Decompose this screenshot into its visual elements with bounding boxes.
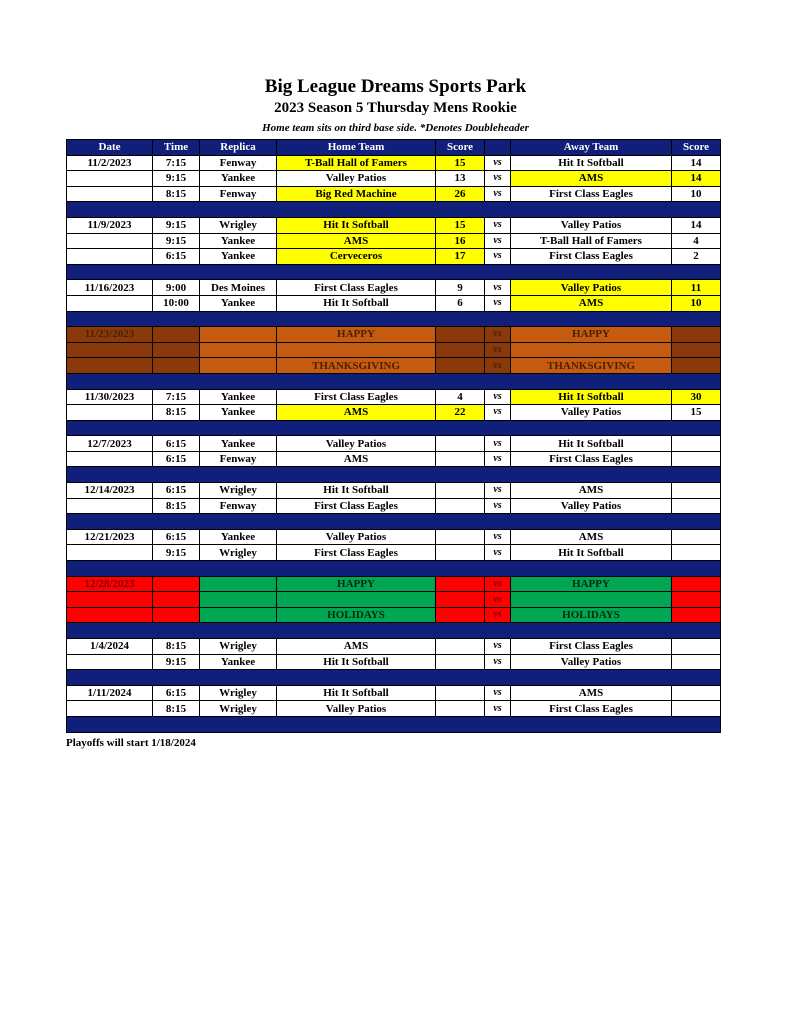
table-row [67, 233, 721, 249]
schedule-table [66, 139, 721, 733]
time-cell: 8:15 [153, 701, 200, 717]
home-score-cell [436, 436, 485, 452]
table-row [67, 654, 721, 670]
col-date: Date [67, 140, 153, 156]
week-separator [67, 623, 721, 639]
date-cell: 11/9/2023 [67, 217, 153, 233]
thanksgiving-happy-away: HAPPY [511, 327, 672, 343]
time-cell: 6:15 [153, 529, 200, 545]
away-team-cell: Valley Patios [511, 498, 672, 514]
replica-cell: Yankee [200, 654, 277, 670]
away-team-cell: First Class Eagles [511, 639, 672, 655]
table-row [67, 498, 721, 514]
time-cell: 6:15 [153, 483, 200, 499]
replica-cell: Wrigley [200, 639, 277, 655]
thanksgiving-happy-home: HAPPY [277, 327, 436, 343]
time-cell: 6:15 [153, 685, 200, 701]
home-score-cell [436, 545, 485, 561]
home-team-cell: Valley Patios [277, 171, 436, 187]
away-team-cell: Valley Patios [511, 217, 672, 233]
vs-cell: vs [485, 498, 511, 514]
week-separator [67, 202, 721, 218]
date-cell: 12/21/2023 [67, 529, 153, 545]
away-score-cell [672, 685, 721, 701]
replica-cell: Wrigley [200, 483, 277, 499]
replica-cell: Yankee [200, 295, 277, 311]
time-cell: 8:15 [153, 639, 200, 655]
table-row [67, 405, 721, 421]
home-team-note: Home team sits on third base side. *Denotes Doubleheader [262, 122, 529, 134]
vs-cell: vs [485, 217, 511, 233]
date-cell: 12/28/2023 [67, 576, 153, 592]
date-cell [67, 701, 153, 717]
vs-cell: vs [485, 233, 511, 249]
table-row [67, 639, 721, 655]
away-score-cell: 14 [672, 171, 721, 187]
date-cell: 11/30/2023 [67, 389, 153, 405]
away-team-cell: Hit It Softball [511, 436, 672, 452]
away-score-cell: 10 [672, 295, 721, 311]
home-score-cell: 17 [436, 249, 485, 265]
date-cell [67, 295, 153, 311]
holidays-happy-home: HAPPY [277, 576, 436, 592]
time-cell: 9:15 [153, 654, 200, 670]
week-separator [67, 420, 721, 436]
home-team-cell: Valley Patios [277, 436, 436, 452]
holidays-label-away: HOLIDAYS [511, 607, 672, 623]
holidays-happy-away: HAPPY [511, 576, 672, 592]
table-row [67, 249, 721, 265]
date-cell [67, 249, 153, 265]
home-score-cell [436, 451, 485, 467]
away-score-cell: 11 [672, 280, 721, 296]
away-score-cell [672, 701, 721, 717]
time-cell: 8:15 [153, 498, 200, 514]
vs-cell: vs [485, 576, 511, 592]
away-team-cell: AMS [511, 529, 672, 545]
vs-cell: vs [485, 483, 511, 499]
holidays-label-home: HOLIDAYS [277, 607, 436, 623]
home-team-cell: First Class Eagles [277, 389, 436, 405]
away-team-cell: Hit It Softball [511, 389, 672, 405]
vs-cell: vs [485, 545, 511, 561]
col-replica: Replica [200, 140, 277, 156]
col-time: Time [153, 140, 200, 156]
vs-cell: vs [485, 529, 511, 545]
home-team-cell: Hit It Softball [277, 654, 436, 670]
time-cell: 7:15 [153, 155, 200, 171]
date-cell [67, 186, 153, 202]
time-cell: 9:00 [153, 280, 200, 296]
holidays-row [67, 576, 721, 592]
table-row [67, 217, 721, 233]
away-score-cell: 30 [672, 389, 721, 405]
date-cell [67, 451, 153, 467]
home-score-cell: 9 [436, 280, 485, 296]
vs-cell: vs [485, 295, 511, 311]
replica-cell: Yankee [200, 249, 277, 265]
week-separator [67, 561, 721, 577]
away-team-cell: Valley Patios [511, 280, 672, 296]
table-row [67, 701, 721, 717]
home-team-cell: Cerveceros [277, 249, 436, 265]
table-row [67, 389, 721, 405]
home-score-cell [436, 639, 485, 655]
home-score-cell [436, 498, 485, 514]
home-score-cell: 16 [436, 233, 485, 249]
date-cell [67, 545, 153, 561]
playoffs-note: Playoffs will start 1/18/2024 [66, 737, 196, 749]
header-row [67, 140, 721, 156]
replica-cell: Wrigley [200, 545, 277, 561]
time-cell: 8:15 [153, 186, 200, 202]
vs-cell: vs [485, 451, 511, 467]
page-title: Big League Dreams Sports Park [264, 76, 527, 97]
vs-cell: vs [485, 249, 511, 265]
thanksgiving-row [67, 342, 721, 358]
col-home-score: Score [436, 140, 485, 156]
vs-cell: vs [485, 592, 511, 608]
vs-cell: vs [485, 607, 511, 623]
holidays-row [67, 607, 721, 623]
replica-cell: Wrigley [200, 701, 277, 717]
time-cell: 8:15 [153, 405, 200, 421]
thanksgiving-label-away: THANKSGIVING [511, 358, 672, 374]
home-team-cell: First Class Eagles [277, 280, 436, 296]
date-cell [67, 498, 153, 514]
home-score-cell [436, 654, 485, 670]
replica-cell: Des Moines [200, 280, 277, 296]
table-row [67, 280, 721, 296]
home-team-cell: Big Red Machine [277, 186, 436, 202]
away-score-cell: 10 [672, 186, 721, 202]
date-cell [67, 654, 153, 670]
away-team-cell: First Class Eagles [511, 701, 672, 717]
table-row [67, 171, 721, 187]
home-team-cell: Valley Patios [277, 701, 436, 717]
time-cell: 6:15 [153, 436, 200, 452]
vs-cell: vs [485, 701, 511, 717]
away-team-cell: AMS [511, 295, 672, 311]
away-score-cell: 14 [672, 155, 721, 171]
table-row [67, 436, 721, 452]
away-score-cell [672, 654, 721, 670]
away-team-cell: Hit It Softball [511, 545, 672, 561]
thanksgiving-label-home: THANKSGIVING [277, 358, 436, 374]
col-away-score: Score [672, 140, 721, 156]
away-team-cell: Valley Patios [511, 405, 672, 421]
replica-cell: Wrigley [200, 217, 277, 233]
week-separator [67, 467, 721, 483]
replica-cell: Fenway [200, 451, 277, 467]
vs-cell: vs [485, 327, 511, 343]
away-score-cell [672, 529, 721, 545]
date-cell: 12/7/2023 [67, 436, 153, 452]
date-cell: 11/23/2023 [67, 327, 153, 343]
away-team-cell: AMS [511, 171, 672, 187]
away-score-cell [672, 436, 721, 452]
vs-cell: vs [485, 436, 511, 452]
home-team-cell: AMS [277, 405, 436, 421]
date-cell [67, 405, 153, 421]
col-vs [485, 140, 511, 156]
date-cell: 11/2/2023 [67, 155, 153, 171]
home-team-cell: First Class Eagles [277, 545, 436, 561]
vs-cell: vs [485, 639, 511, 655]
vs-cell: vs [485, 389, 511, 405]
away-score-cell: 14 [672, 217, 721, 233]
table-row [67, 451, 721, 467]
replica-cell: Fenway [200, 155, 277, 171]
vs-cell: vs [485, 685, 511, 701]
table-row [67, 155, 721, 171]
time-cell: 10:00 [153, 295, 200, 311]
table-row [67, 685, 721, 701]
week-separator [67, 716, 721, 732]
home-score-cell: 22 [436, 405, 485, 421]
week-separator [67, 311, 721, 327]
vs-cell: vs [485, 654, 511, 670]
replica-cell: Yankee [200, 233, 277, 249]
replica-cell: Yankee [200, 389, 277, 405]
holidays-row [67, 592, 721, 608]
week-separator [67, 514, 721, 530]
vs-cell: vs [485, 280, 511, 296]
away-score-cell [672, 545, 721, 561]
home-team-cell: First Class Eagles [277, 498, 436, 514]
home-score-cell: 15 [436, 217, 485, 233]
replica-cell: Yankee [200, 529, 277, 545]
away-team-cell: T-Ball Hall of Famers [511, 233, 672, 249]
vs-cell: vs [485, 405, 511, 421]
time-cell: 6:15 [153, 249, 200, 265]
replica-cell: Yankee [200, 436, 277, 452]
home-score-cell: 13 [436, 171, 485, 187]
time-cell: 6:15 [153, 451, 200, 467]
away-team-cell: AMS [511, 483, 672, 499]
time-cell: 9:15 [153, 217, 200, 233]
date-cell: 11/16/2023 [67, 280, 153, 296]
home-score-cell [436, 685, 485, 701]
table-row [67, 295, 721, 311]
home-score-cell: 6 [436, 295, 485, 311]
away-score-cell: 15 [672, 405, 721, 421]
thanksgiving-row [67, 358, 721, 374]
vs-cell: vs [485, 171, 511, 187]
page-subtitle: 2023 Season 5 Thursday Mens Rookie [274, 100, 517, 116]
time-cell: 9:15 [153, 545, 200, 561]
replica-cell: Yankee [200, 171, 277, 187]
home-score-cell [436, 529, 485, 545]
time-cell: 9:15 [153, 233, 200, 249]
replica-cell: Fenway [200, 498, 277, 514]
week-separator [67, 373, 721, 389]
date-cell: 1/4/2024 [67, 639, 153, 655]
away-score-cell [672, 498, 721, 514]
away-score-cell [672, 483, 721, 499]
table-row [67, 545, 721, 561]
col-home-team: Home Team [277, 140, 436, 156]
home-score-cell: 26 [436, 186, 485, 202]
away-team-cell: First Class Eagles [511, 249, 672, 265]
replica-cell: Yankee [200, 405, 277, 421]
replica-cell: Fenway [200, 186, 277, 202]
table-row [67, 186, 721, 202]
away-team-cell: Hit It Softball [511, 155, 672, 171]
home-team-cell: Hit It Softball [277, 295, 436, 311]
col-away-team: Away Team [511, 140, 672, 156]
date-cell [67, 171, 153, 187]
away-score-cell: 2 [672, 249, 721, 265]
home-team-cell: AMS [277, 233, 436, 249]
replica-cell: Wrigley [200, 685, 277, 701]
home-team-cell: T-Ball Hall of Famers [277, 155, 436, 171]
away-team-cell: First Class Eagles [511, 451, 672, 467]
table-row [67, 529, 721, 545]
date-cell: 1/11/2024 [67, 685, 153, 701]
home-team-cell: Hit It Softball [277, 217, 436, 233]
time-cell: 9:15 [153, 171, 200, 187]
table-row [67, 483, 721, 499]
vs-cell: vs [485, 342, 511, 358]
date-cell [67, 233, 153, 249]
away-team-cell: AMS [511, 685, 672, 701]
home-score-cell: 4 [436, 389, 485, 405]
home-team-cell: Hit It Softball [277, 685, 436, 701]
away-score-cell: 4 [672, 233, 721, 249]
week-separator [67, 264, 721, 280]
home-score-cell [436, 701, 485, 717]
week-separator [67, 670, 721, 686]
away-score-cell [672, 451, 721, 467]
home-team-cell: Valley Patios [277, 529, 436, 545]
home-score-cell [436, 483, 485, 499]
vs-cell: vs [485, 358, 511, 374]
time-cell: 7:15 [153, 389, 200, 405]
date-cell: 12/14/2023 [67, 483, 153, 499]
thanksgiving-row [67, 327, 721, 343]
home-team-cell: AMS [277, 639, 436, 655]
away-score-cell [672, 639, 721, 655]
away-team-cell: Valley Patios [511, 654, 672, 670]
away-team-cell: First Class Eagles [511, 186, 672, 202]
home-team-cell: Hit It Softball [277, 483, 436, 499]
home-score-cell: 15 [436, 155, 485, 171]
vs-cell: vs [485, 186, 511, 202]
home-team-cell: AMS [277, 451, 436, 467]
vs-cell: vs [485, 155, 511, 171]
